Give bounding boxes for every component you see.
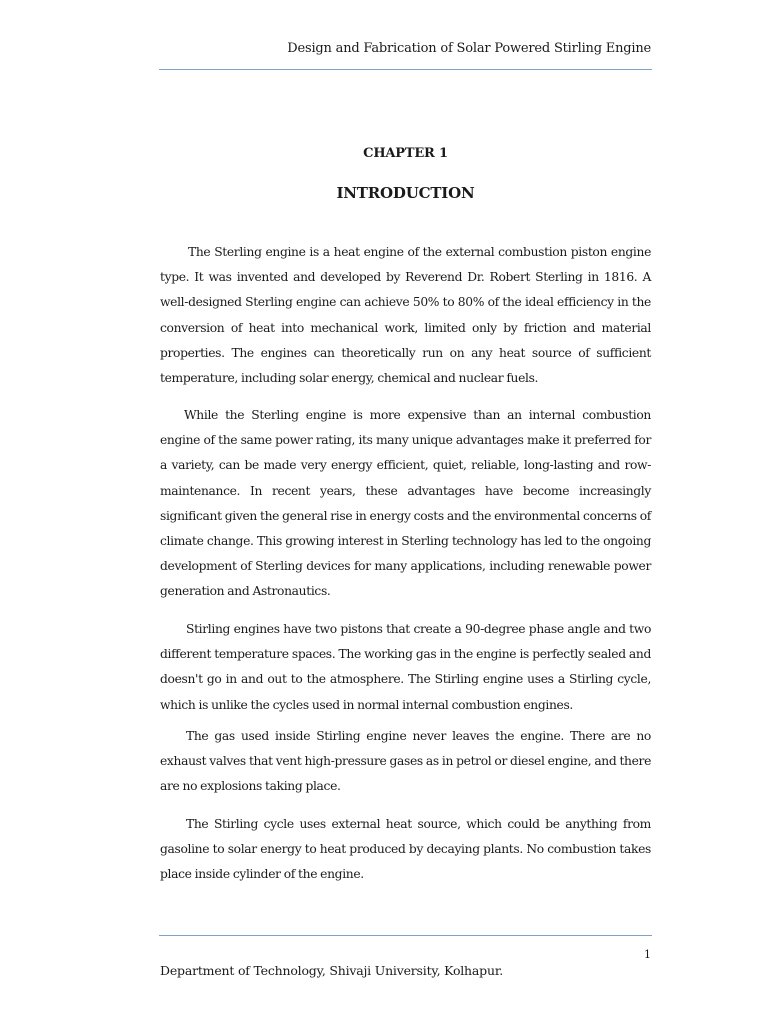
body-paragraph: The gas used inside Stirling engine never leaves the engine. There are no exhaust valves that vent high-pressure gases as in petrol or diesel engine, and there are no explosions taking place. bbox=[160, 729, 651, 794]
running-header: Design and Fabrication of Solar Powered Stirling Engine bbox=[287, 41, 651, 56]
body-paragraph: While the Sterling engine is more expensive than an internal combustion engine of the same power rating, its many unique advantages make it preferred for a variety, can be made very energy efficient, quiet, reliable, long-lasting and row-maintenance. In recent years, these advantages have become increasingly significant given the general rise in energy costs and the environmental concerns of climate change. This growing interest in Sterling technology has led to the ongoing development of Sterling devices for many applications, including renewable power generation and Astronautics. bbox=[160, 408, 651, 599]
body-paragraph: The Sterling engine is a heat engine of the external combustion piston engine type. It was invented and developed by Reverend Dr. Robert Sterling in 1816. A well-designed Sterling engine can achieve 50% to 80% of the ideal efficiency in the conversion of heat into mechanical work, limited only by friction and material properties. The engines can theoretically run on any heat source of sufficient temperature, including solar energy, chemical and nuclear fuels. bbox=[160, 245, 651, 386]
page-number: 1 bbox=[644, 948, 651, 961]
chapter-title: INTRODUCTION bbox=[336, 184, 475, 202]
body-paragraph: The Stirling cycle uses external heat source, which could be anything from gasoline to solar energy to heat produced by decaying plants. No combustion takes place inside cylinder of the engine. bbox=[160, 817, 651, 882]
header-divider bbox=[159, 69, 652, 70]
chapter-label: CHAPTER 1 bbox=[363, 146, 448, 161]
footer-divider bbox=[159, 935, 652, 936]
footer-department: Department of Technology, Shivaji University, Kolhapur. bbox=[160, 963, 503, 978]
body-paragraph: Stirling engines have two pistons that create a 90-degree phase angle and two different temperature spaces. The working gas in the engine is perfectly sealed and doesn't go in and out to the atmosphere. The Stirling engine uses a Stirling cycle, which is unlike the cycles used in normal internal combustion engines. bbox=[160, 622, 651, 712]
